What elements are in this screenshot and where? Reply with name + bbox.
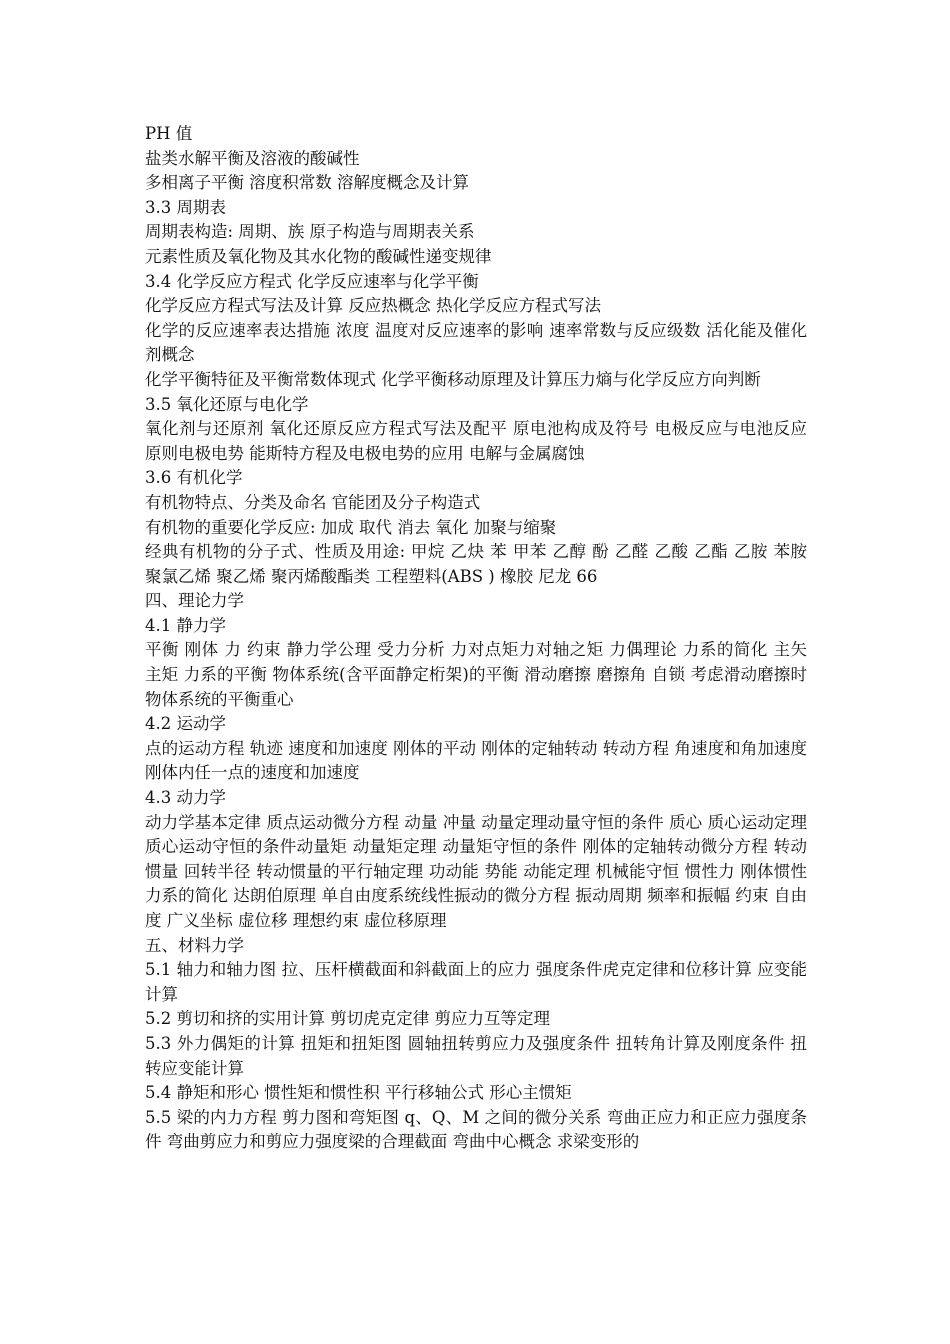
text-paragraph: 化学平衡特征及平衡常数体现式 化学平衡移动原理及计算压力熵与化学反应方向判断 (145, 369, 761, 389)
chapter-heading: 五、材料力学 (145, 935, 244, 955)
text-line: 5.4 静矩和形心 惯性矩和惯性积 平行移轴公式 形心主惯矩 (145, 1083, 572, 1103)
text-line: 有机物特点、分类及命名 官能团及分子构造式 (145, 492, 481, 512)
section-heading: 3.4 化学反应方程式 化学反应速率与化学平衡 (145, 271, 479, 291)
text-paragraph: 氧化剂与还原剂 氧化还原反应方程式写法及配平 原电池构成及符号 电极反应与电池反应 原则电极电势 能斯特方程及电极电势的应用 电解与金属腐蚀 (145, 419, 807, 463)
section-heading: 4.2 运动学 (145, 714, 226, 734)
text-line: 有机物的重要化学反应: 加成 取代 消去 氧化 加聚与缩聚 (145, 517, 557, 537)
text-paragraph: 5.1 轴力和轴力图 拉、压杆横截面和斜截面上的应力 强度条件虎克定律和位移计算 应变能计算 (145, 960, 807, 1004)
section-heading: 4.1 静力学 (145, 615, 226, 635)
text-paragraph: 化学的反应速率表达措施 浓度 温度对反应速率的影响 速率常数与反应级数 活化能及催化剂概念 (145, 320, 807, 365)
section-heading: 3.5 氧化还原与电化学 (145, 394, 309, 414)
text-line: 多相离子平衡 溶度积常数 溶解度概念及计算 (145, 173, 469, 193)
section-heading: 3.6 有机化学 (145, 468, 243, 488)
text-line: 化学反应方程式写法及计算 反应热概念 热化学反应方程式写法 (145, 296, 601, 316)
text-line: 5.2 剪切和挤的实用计算 剪切虎克定律 剪应力互等定理 (145, 1009, 550, 1029)
section-heading: 3.3 周期表 (145, 197, 226, 217)
text-paragraph: 动力学基本定律 质点运动微分方程 动量 冲量 动量定理动量守恒的条件 质心 质心运动定理 质心运动守恒的条件动量矩 动量矩定理 动量矩守恒的条件 刚体的定轴转动微分方程 转动惯量 回转半径 转动惯量的平行轴定理 功动能 势能 动能定理 机械能守恒 惯性力 刚体惯性力系的简化 达朗伯原理 单自由度系统线性振动的微分方程 振动周期 频率和振幅 约束 自由度 广义坐标 虚位移 理想约束 虚位移原理 (145, 812, 807, 930)
text-paragraph: 5.5 梁的内力方程 剪力图和弯矩图 q、Q、M 之间的微分关系 弯曲正应力和正应力强度条件 弯曲剪应力和剪应力强度梁的合理截面 弯曲中心概念 求梁变形的 (145, 1107, 807, 1152)
document-body (145, 122, 807, 1155)
text-line: 元素性质及氧化物及其水化物的酸碱性递变规律 (145, 246, 492, 266)
text-paragraph: 经典有机物的分子式、性质及用途: 甲烷 乙炔 苯 甲苯 乙醇 酚 乙醛 乙酸 乙酯 乙胺 苯胺 聚氯乙烯 聚乙烯 聚丙烯酸酯类 工程塑料(ABS ) 橡胶 尼龙 66 (145, 542, 807, 586)
section-heading: 4.3 动力学 (145, 788, 226, 808)
text-paragraph: 点的运动方程 轨迹 速度和加速度 刚体的平动 刚体的定轴转动 转动方程 角速度和角加速度 刚体内任一点的速度和加速度 (145, 738, 807, 783)
text-line: PH 值 (145, 124, 193, 143)
text-paragraph: 5.3 外力偶矩的计算 扭矩和扭矩图 圆轴扭转剪应力及强度条件 扭转角计算及刚度条件 扭转应变能计算 (145, 1033, 807, 1078)
text-line: 周期表构造: 周期、族 原子构造与周期表关系 (145, 222, 475, 242)
text-paragraph: 平衡 刚体 力 约束 静力学公理 受力分析 力对点矩力对轴之矩 力偶理论 力系的简化 主矢 主矩 力系的平衡 物体系统(含平面静定桁架)的平衡 滑动磨擦 磨擦角 自锁 考虑滑动磨擦时物体系统的平衡重心 (145, 640, 807, 709)
chapter-heading: 四、理论力学 (145, 591, 244, 611)
text-line: 盐类水解平衡及溶液的酸碱性 (145, 148, 360, 168)
